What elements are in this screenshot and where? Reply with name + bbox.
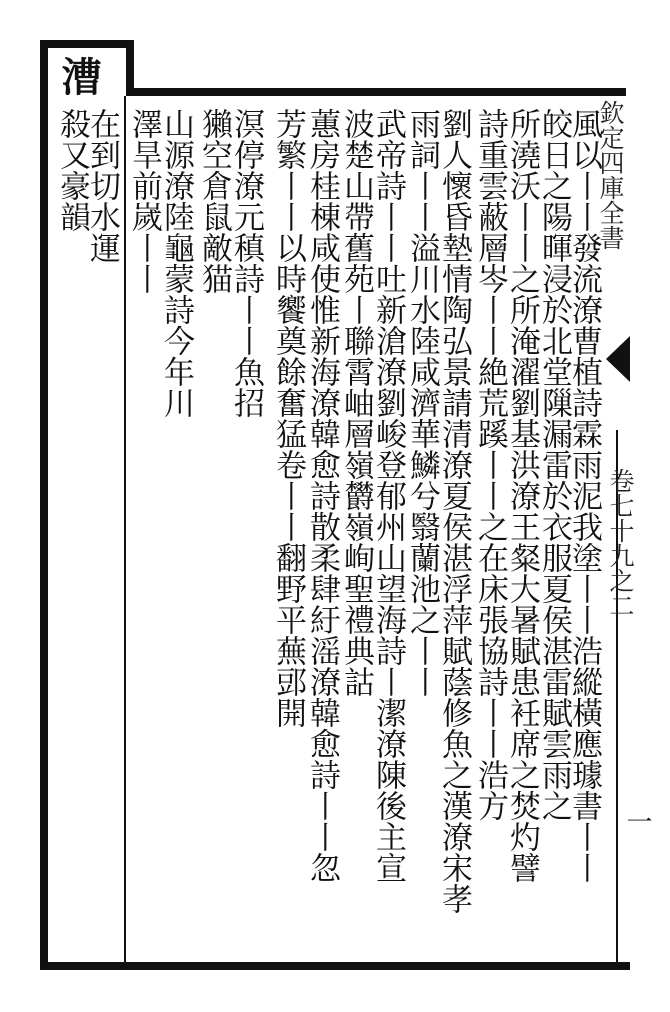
text-column-11: 溟停潦元稹詩丨丨魚招 (228, 108, 264, 418)
text-column-10: 芳繁丨丨以時饗奠餘奮猛卷丨丨翻野平蕪郖開 (270, 108, 306, 728)
text-column-5: 劉人懷昏墊情陶弘景請清潦夏侯湛浮萍賦蔭修魚之漢潦宋孝 (436, 108, 472, 914)
volume-label: 卷七十九之二 (606, 468, 635, 618)
frame-left-rule (40, 40, 48, 970)
head-character: 漕 (55, 56, 102, 98)
head-gloss-2: 殺又豪韻 (54, 108, 90, 232)
fish-tail-mark (606, 336, 630, 382)
text-column-3: 所澆沃丨丨之所淹濯劉基洪潦王粲大暑賦患衽席之焚灼譬 (504, 108, 540, 883)
text-column-6: 雨詞丨丨溢川水陸咸濟華鱗兮翳蘭池之丨丨 (404, 108, 440, 697)
text-column-14: 澤旱前嵗丨丨 (126, 108, 162, 294)
frame-header-rule (126, 88, 626, 96)
text-column-1: 風以丨丨發流潦曹植詩霖雨泥我塗丨丨浩縱橫應璩書丨丨 (566, 108, 602, 883)
text-column-9: 蕙房桂棟咸使惟新海潦韓愈詩散柔肆紆滛潦韓愈詩丨丨忽 (304, 108, 340, 883)
text-column-4: 詩重雲蔽層岑丨丨絶荒蹊丨丨之在床張協詩丨丨浩方 (472, 108, 508, 821)
text-column-8: 波楚山帶舊苑丨聯霄岫層嶺欝嶺峋聖禮典詁 (338, 108, 374, 697)
frame-header-step (126, 40, 134, 96)
running-header: 欽定四庫全書 (596, 100, 625, 250)
head-gloss-1: 在到切水運 (84, 108, 120, 263)
frame-bottom-rule (40, 962, 630, 970)
text-column-7: 武帝詩丨丨吐新滄潦劉峻登郁州山望海詩丨潔潦陳後主宣 (370, 108, 406, 883)
frame-top-rule (40, 40, 134, 48)
text-column-2: 皎日之陽暉浸於北堂隟漏雷於衣服夏侯湛雷賦雲雨之 (536, 108, 572, 821)
text-column-12: 獺空倉鼠敵猫 (196, 108, 232, 294)
text-column-13: 山源潦陸龜蒙詩今年川 (158, 108, 194, 418)
page-number: 一 (622, 808, 652, 834)
